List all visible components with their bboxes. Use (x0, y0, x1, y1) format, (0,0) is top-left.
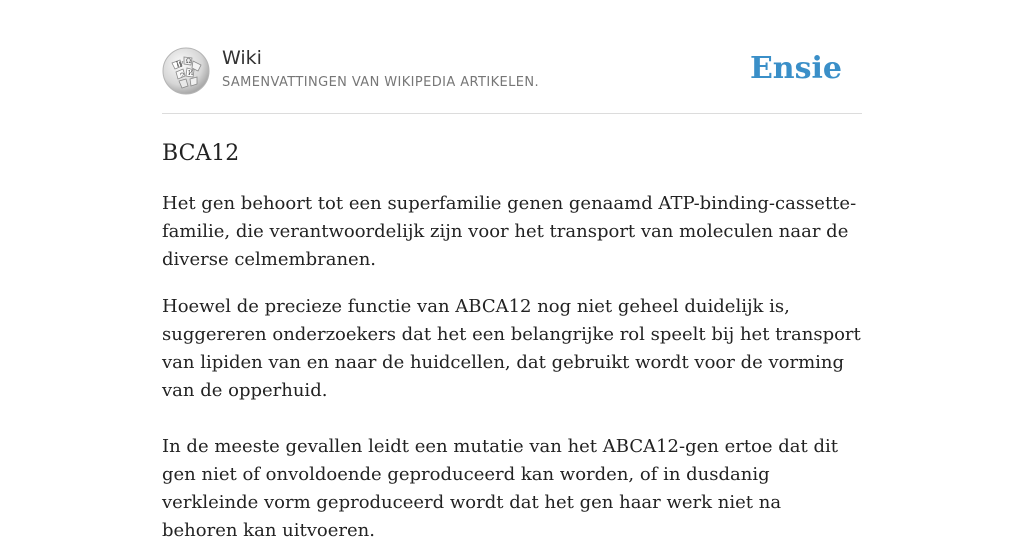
brand-logo[interactable]: Ensie (749, 51, 842, 86)
svg-text:Ω: Ω (186, 58, 191, 65)
wikipedia-globe-icon[interactable] (162, 47, 210, 95)
article-paragraph: Het gen behoort tot een superfamilie genen genaamd ATP-binding-cassette-familie, die verantwoordelijk zijn voor het transport van moleculen naar de diverse celmembranen. (162, 193, 857, 270)
site-header (162, 44, 862, 114)
site-name[interactable]: Wiki (222, 47, 262, 69)
article-paragraph: In de meeste gevallen leidt een mutatie van het ABCA12-gen ertoe dat dit gen niet of onvoldoende geproduceerd kan worden, of in dusdanig verkleinde vorm geproduceerd wordt dat het gen haar werk niet na behoren kan uitvoeren. (162, 436, 838, 541)
article-body (162, 190, 862, 545)
page-title: BCA12 (162, 141, 240, 166)
article-paragraph: Hoewel de precieze functie van ABCA12 nog niet geheel duidelijk is, suggereren onderzoekers dat het een belangrijke rol speelt bij het transport van lipiden van en naar de huidcellen, dat gebruikt wordt voor de vorming van de opperhuid. (162, 296, 861, 401)
svg-text:И: И (188, 70, 194, 77)
site-tagline: SAMENVATTINGEN VAN WIKIPEDIA ARTIKELEN. (222, 75, 540, 90)
svg-text:ウ: ウ (179, 72, 186, 79)
svg-text:W: W (176, 61, 184, 69)
